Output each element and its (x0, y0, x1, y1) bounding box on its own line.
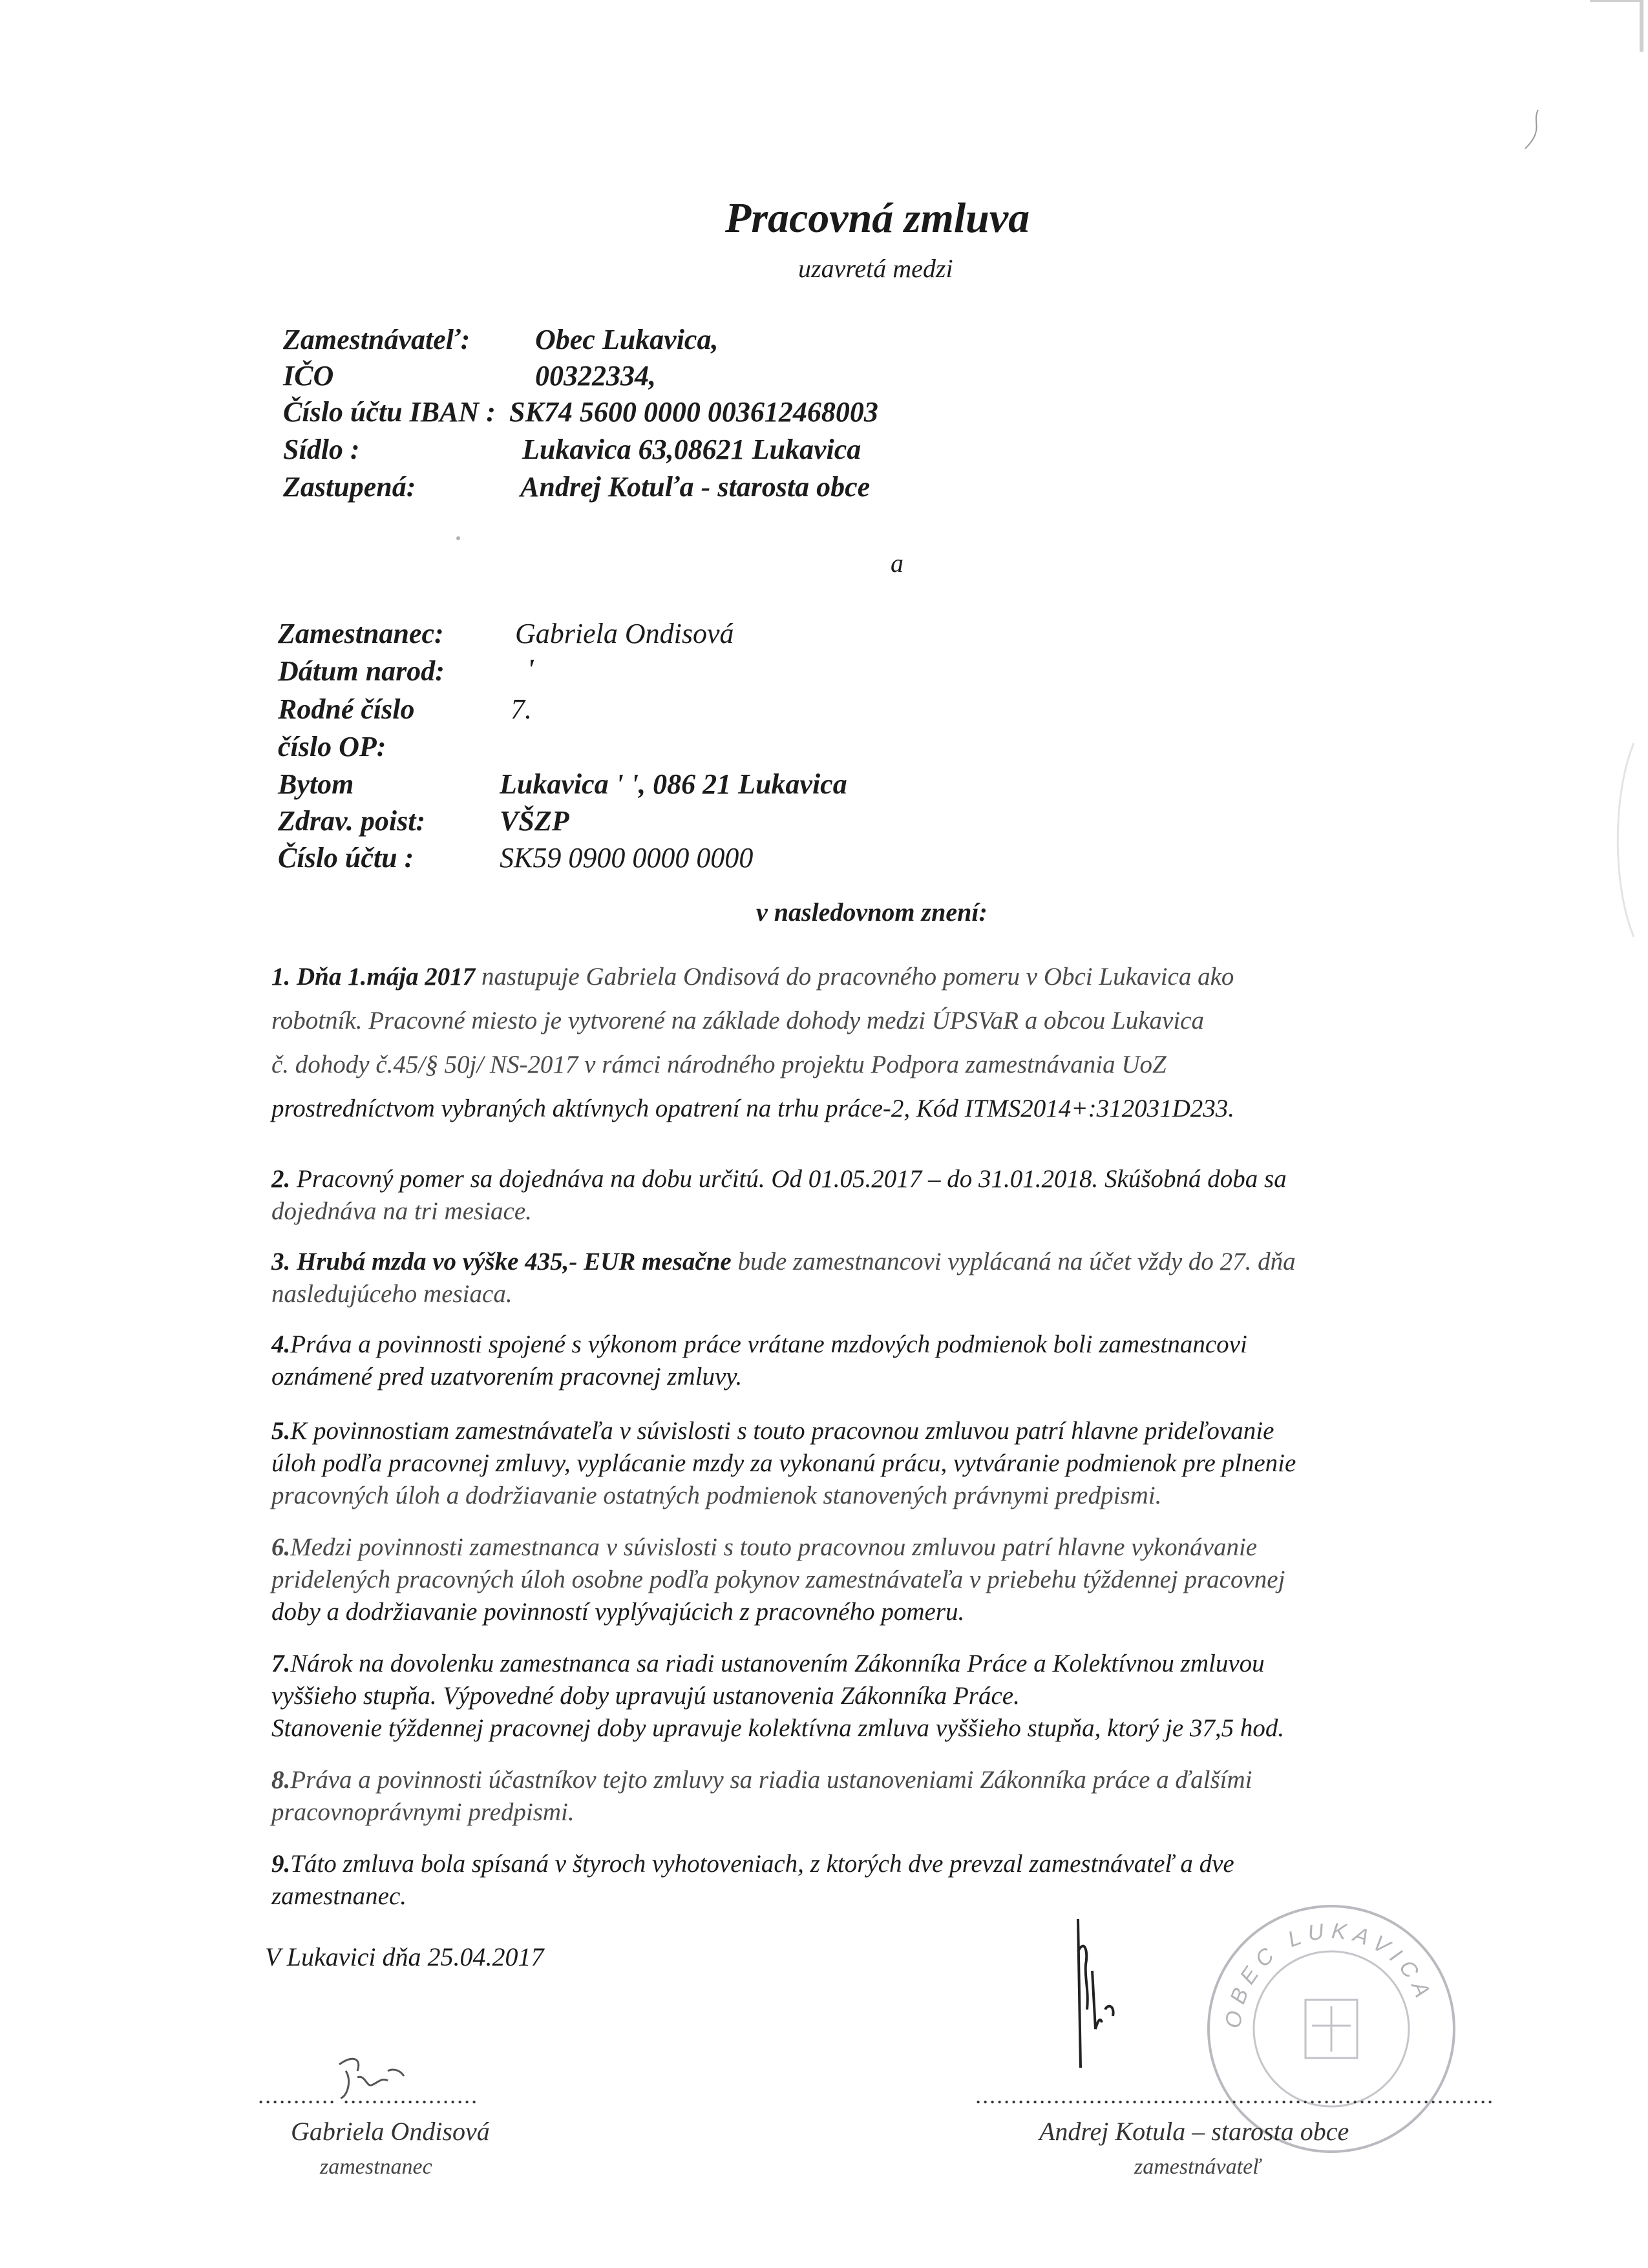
clause-4-line-2: oznámené pred uzatvorením pracovnej zmluvy. (271, 1363, 743, 1391)
clause-9-line-2: zamestnanec. (271, 1882, 407, 1910)
employee-signature-name: Gabriela Ondisová (291, 2117, 490, 2146)
clause-3-number: 3. (271, 1248, 291, 1276)
employer-signature-name: Andrej Kotula – starosta obce (1039, 2117, 1349, 2146)
clause-4 (271, 1328, 1247, 1393)
document-title: Pracovná zmluva (725, 194, 1030, 242)
scan-dot (455, 535, 461, 541)
clause-1-line-3: č. dohody č.45/§ 50j/ NS-2017 v rámci národného projektu Podpora zamestnávania UoZ (271, 1051, 1167, 1078)
clause-7-line-3: Stanovenie týždennej pracovnej doby upravuje kolektívna zmluva vyššieho stupňa, ktorý je 37,5 hod. (271, 1714, 1285, 1742)
clause-1-lead: Dňa 1.mája 2017 (297, 963, 476, 991)
employer-signature (1066, 1913, 1144, 2081)
clause-1-line-4: prostredníctvom vybraných aktívnych opatrení na trhu práce-2, Kód ITMS2014+:312031D233. (271, 1095, 1235, 1122)
clause-7-line-1: Nárok na dovolenku zamestnanca sa riadi ustanovením Zákonníka Práce a Kolektívnou zmluvou (290, 1650, 1265, 1677)
seat-label: Sídlo : (283, 434, 360, 465)
clause-2 (271, 1163, 1287, 1228)
stamp-text: OBEC LUKAVICA (1221, 1918, 1437, 2030)
clause-5 (271, 1415, 1296, 1512)
address-label: Bytom (278, 768, 354, 800)
document-subtitle: uzavretá medzi (798, 254, 953, 283)
account-value: SK59 0900 0000 0000 (500, 842, 754, 874)
scan-edge (1609, 743, 1635, 937)
scan-mark (1512, 103, 1551, 155)
birth-number-label: Rodné číslo (278, 693, 415, 725)
place-and-date: V Lukavici dňa 25.04.2017 (265, 1942, 544, 1971)
clause-5-line-1: K povinnostiam zamestnávateľa v súvislosti s touto pracovnou zmluvou patrí hlavne prideľovanie (290, 1417, 1274, 1445)
clause-9 (271, 1848, 1234, 1913)
clause-7-line-2: vyššieho stupňa. Výpovedné doby upravujú ustanovenia Zákonníka Práce. (271, 1682, 1020, 1710)
clause-6 (271, 1531, 1285, 1628)
employee-label: Zamestnanec: (278, 618, 444, 649)
clause-4-line-1: Práva a povinnosti spojené s výkonom práce vrátane mzdových podmienok boli zamestnancovi (290, 1330, 1247, 1358)
clause-7-number: 7. (271, 1650, 291, 1677)
clause-6-number: 6. (271, 1533, 291, 1561)
id-card-label: číslo OP: (278, 731, 386, 762)
clause-1 (271, 955, 1234, 1131)
clause-9-number: 9. (271, 1850, 291, 1878)
clause-5-line-2: úloh podľa pracovnej zmluvy, vyplácanie mzdy za vykonanú prácu, vytváranie podmienok pre plnenie (271, 1449, 1296, 1477)
clause-2-line-1: Pracovný pomer sa dojednáva na dobu určitú. Od 01.05.2017 – do 31.01.2018. Skúšobná doba sa (297, 1165, 1287, 1193)
clause-3-lead: Hrubá mzda vo výške 435,- EUR mesačne (297, 1248, 732, 1276)
clause-5-line-3: pracovných úloh a dodržiavanie ostatných podmienok stanovených právnymi predpismi. (271, 1482, 1162, 1509)
employer-signature-role: zamestnávateľ (1134, 2155, 1261, 2179)
conjunction-and: a (891, 549, 903, 578)
dob-value: ' (527, 653, 535, 685)
iban-label: Číslo účtu IBAN : (283, 396, 496, 428)
seat-value: Lukavica 63,08621 Lukavica (522, 434, 861, 465)
clause-5-number: 5. (271, 1417, 291, 1445)
clause-2-number: 2. (271, 1165, 291, 1193)
employee-signature-line: ........... ................... (259, 2083, 479, 2108)
employee-signature-role: zamestnanec (320, 2155, 432, 2179)
employer-signature-line: ......................................................................... (976, 2083, 1495, 2108)
clause-7 (271, 1648, 1284, 1745)
insurance-value: VŠZP (500, 805, 569, 837)
insurance-label: Zdrav. poist: (278, 805, 426, 837)
clause-8-line-2: pracovnoprávnymi predpismi. (271, 1798, 575, 1826)
clause-3-line-2: nasledujúceho mesiaca. (271, 1280, 512, 1308)
representative-value: Andrej Kotuľa - starosta obce (520, 471, 871, 503)
birth-number-value: 7. (511, 693, 532, 725)
dob-label: Dátum narod: (278, 655, 445, 687)
ico-value: 00322334, (535, 360, 656, 392)
iban-value: SK74 5600 0000 003612468003 (509, 396, 878, 428)
clause-2-line-2: dojednáva na tri mesiace. (271, 1197, 532, 1225)
employer-label: Zamestnávateľ: (283, 324, 470, 355)
clause-9-line-1: Táto zmluva bola spísaná v štyroch vyhotoveniach, z ktorých dve prevzal zamestnávateľ a dve (290, 1850, 1234, 1878)
ico-label: IČO (283, 360, 334, 392)
clause-1-line-1: nastupuje Gabriela Ondisová do pracovného pomeru v Obci Lukavica ako (481, 963, 1234, 991)
clause-1-line-2: robotník. Pracovné miesto je vytvorené na základe dohody medzi ÚPSVaR a obcou Lukavica (271, 1007, 1204, 1034)
clause-6-line-3: doby a dodržiavanie povinností vyplývajúcich z pracovného pomeru. (271, 1598, 965, 1626)
clause-6-line-2: pridelených pracovných úloh osobne podľa pokynov zamestnávateľa v priebehu týždennej pracovnej (271, 1566, 1285, 1593)
clause-3 (271, 1246, 1296, 1310)
clause-3-line-1: bude zamestnancovi vyplácaná na účet vždy do 27. dňa (737, 1248, 1296, 1276)
clause-1-number: 1. (271, 963, 291, 991)
section-heading: v nasledovnom znení: (756, 898, 988, 927)
address-value: Lukavica ' ', 086 21 Lukavica (500, 768, 847, 800)
account-label: Číslo účtu : (278, 842, 414, 874)
clause-4-number: 4. (271, 1330, 291, 1358)
clause-8 (271, 1764, 1252, 1829)
employee-name: Gabriela Ondisová (515, 618, 734, 649)
employer-value: Obec Lukavica, (535, 324, 719, 355)
clause-8-number: 8. (271, 1766, 291, 1794)
clause-6-line-1: Medzi povinnosti zamestnanca v súvislosti s touto pracovnou zmluvou patrí hlavne vykonávanie (290, 1533, 1258, 1561)
scan-corner (1590, 0, 1642, 52)
representative-label: Zastupená: (283, 471, 416, 503)
clause-8-line-1: Práva a povinnosti účastníkov tejto zmluvy sa riadia ustanoveniami Zákonníka práce a ďalšími (290, 1766, 1252, 1794)
